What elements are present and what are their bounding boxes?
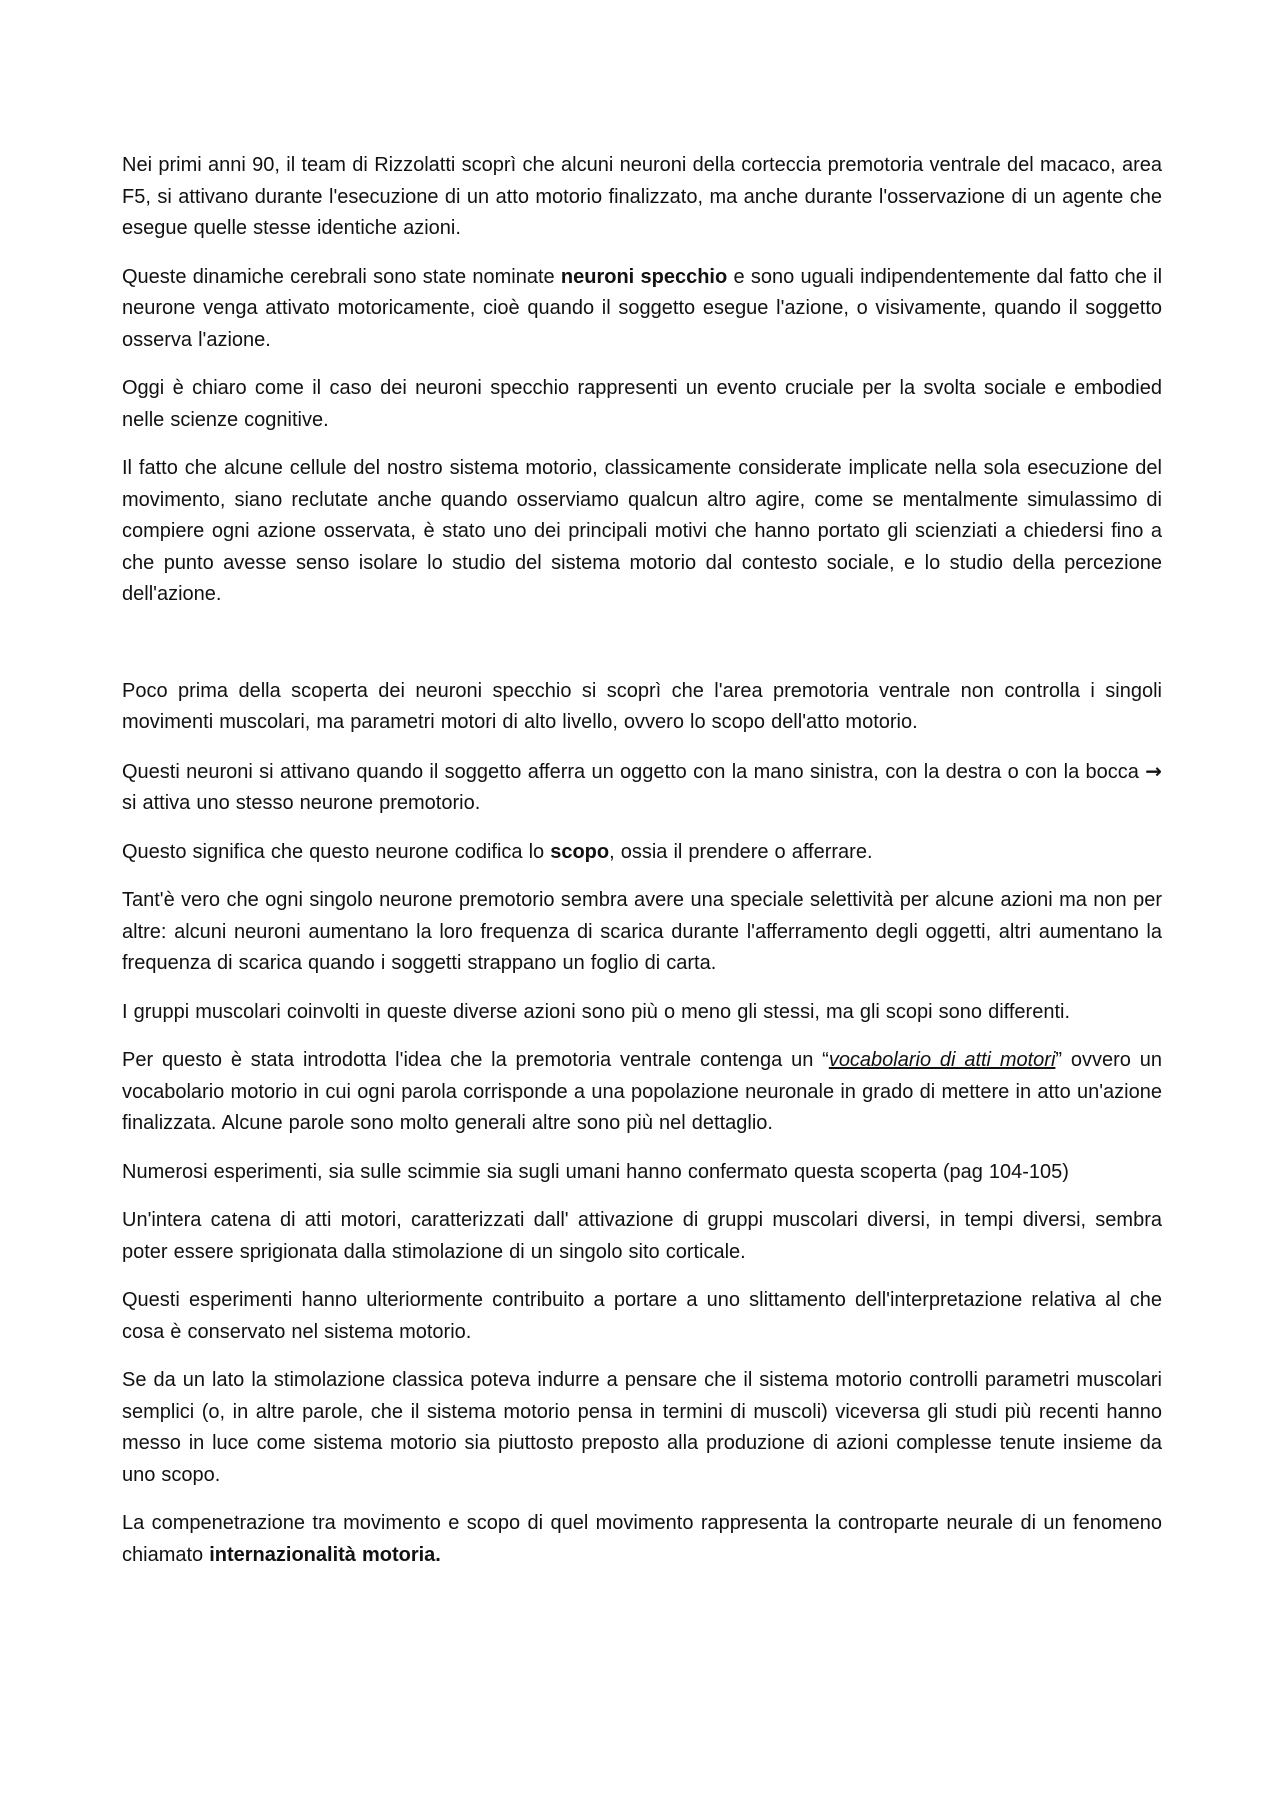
paragraph-8 xyxy=(122,885,1162,980)
paragraph-text: Per questo è stata introdotta l'idea che la premotoria ventrale contenga un “ xyxy=(122,1049,829,1071)
paragraph-text: ” ovvero un vocabolario motorio in cui ogni parola corrisponde a una popolazione neuronale in grado di mettere in atto un'azione finalizzata. Alcune parole sono molto generali altre sono più nel dettaglio. xyxy=(122,1049,1162,1134)
paragraph-text: Un'intera catena di atti motori, caratterizzati dall' attivazione di gruppi muscolari diversi, in tempi diversi, sembra poter essere sprigionata dalla stimolazione di un singolo sito corticale. xyxy=(122,1209,1162,1263)
paragraph-1 xyxy=(122,150,1162,245)
paragraph-text: , ossia il prendere o afferrare. xyxy=(609,840,873,863)
paragraph-text: Numerosi esperimenti, sia sulle scimmie sia sugli umani hanno confermato questa scoperta (pag 104-105) xyxy=(122,1160,1069,1183)
paragraph-6 xyxy=(122,756,1162,820)
paragraph-5 xyxy=(122,676,1162,739)
paragraph-text: Queste dinamiche cerebrali sono state nominate xyxy=(122,265,561,288)
paragraph-text: Nei primi anni 90, il team di Rizzolatti scoprì che alcuni neuroni della corteccia premotoria ventrale del macaco, area F5, si attivano durante l'esecuzione di un atto motorio finalizzato, ma anche durante l'osservazione di un agente che esegue quelle stesse identiche azioni. xyxy=(122,154,1162,239)
paragraph-text: si attiva uno stesso neurone premotorio. xyxy=(122,792,481,814)
document-page xyxy=(122,150,1162,1588)
paragraph-text: I gruppi muscolari coinvolti in queste diverse azioni sono più o meno gli stessi, ma gli scopi sono differenti. xyxy=(122,1000,1071,1023)
paragraph-text: La compenetrazione tra movimento e scopo di quel movimento rappresenta la controparte neurale di un fenomeno chiamato xyxy=(122,1512,1162,1566)
bold-term: scopo xyxy=(550,840,610,863)
paragraph-13 xyxy=(122,1285,1162,1348)
paragraph-text: Se da un lato la stimolazione classica poteva indurre a pensare che il sistema motorio controlli parametri muscolari semplici (o, in altre parole, che il sistema motorio pensa in termini di muscoli) viceversa gli studi più recenti hanno messo in luce come sistema motorio sia piuttosto preposto alla produzione di azioni complesse tenute insieme da uno scopo. xyxy=(122,1369,1162,1486)
paragraph-text: Tant'è vero che ogni singolo neurone premotorio sembra avere una speciale selettività per alcune azioni ma non per altre: alcuni neuroni aumentano la loro frequenza di scarica durante l'afferramento degli oggetti, altri aumentano la frequenza di scarica quando i soggetti strappano un foglio di carta. xyxy=(122,889,1162,974)
paragraph-4 xyxy=(122,453,1162,611)
paragraph-text: Oggi è chiaro come il caso dei neuroni specchio rappresenti un evento cruciale per la svolta sociale e embodied nelle scienze cognitive. xyxy=(122,377,1162,431)
emphasized-term: vocabolario di atti motori xyxy=(828,1049,1056,1071)
paragraph-3 xyxy=(122,373,1162,436)
paragraph-text: Questo significa che questo neurone codifica lo xyxy=(122,840,551,863)
bold-term: neuroni specchio xyxy=(560,265,728,288)
arrow-right-icon: → xyxy=(1145,758,1162,783)
paragraph-text: Poco prima della scoperta dei neuroni specchio si scoprì che l'area premotoria ventrale non controlla i singoli movimenti muscolari, ma parametri motori di alto livello, ovvero lo scopo dell'atto motorio. xyxy=(122,679,1162,733)
paragraph-9 xyxy=(122,997,1162,1029)
paragraph-text: Questi neuroni si attivano quando il soggetto afferra un oggetto con la mano sinistra, con la destra o con la bocca xyxy=(122,760,1146,783)
paragraph-10 xyxy=(122,1045,1162,1140)
paragraph-text: Questi esperimenti hanno ulteriormente contribuito a portare a uno slittamento dell'interpretazione relativa al che cosa è conservato nel sistema motorio. xyxy=(122,1289,1162,1343)
paragraph-text: Il fatto che alcune cellule del nostro sistema motorio, classicamente considerate implicate nella sola esecuzione del movimento, siano reclutate anche quando osserviamo qualcun altro agire, come se mentalmente simulassimo di compiere ogni azione osservata, è stato uno dei principali motivi che hanno portato gli scienziati a chiedersi fino a che punto avesse senso isolare lo studio del sistema motorio dal contesto sociale, e lo studio della percezione dell'azione. xyxy=(122,457,1162,605)
paragraph-12 xyxy=(122,1205,1162,1268)
bold-term: internazionalità motoria. xyxy=(209,1543,441,1566)
paragraph-text: e sono uguali indipendentemente dal fatto che il neurone venga attivato motoricamente, cioè quando il soggetto esegue l'azione, o visivamente, quando il soggetto osserva l'azione. xyxy=(122,265,1163,351)
paragraph-11 xyxy=(122,1157,1162,1189)
paragraph-2 xyxy=(122,262,1162,357)
section-gap xyxy=(122,628,1162,676)
paragraph-7 xyxy=(122,837,1162,869)
paragraph-14 xyxy=(122,1365,1162,1491)
paragraph-15 xyxy=(122,1508,1162,1571)
